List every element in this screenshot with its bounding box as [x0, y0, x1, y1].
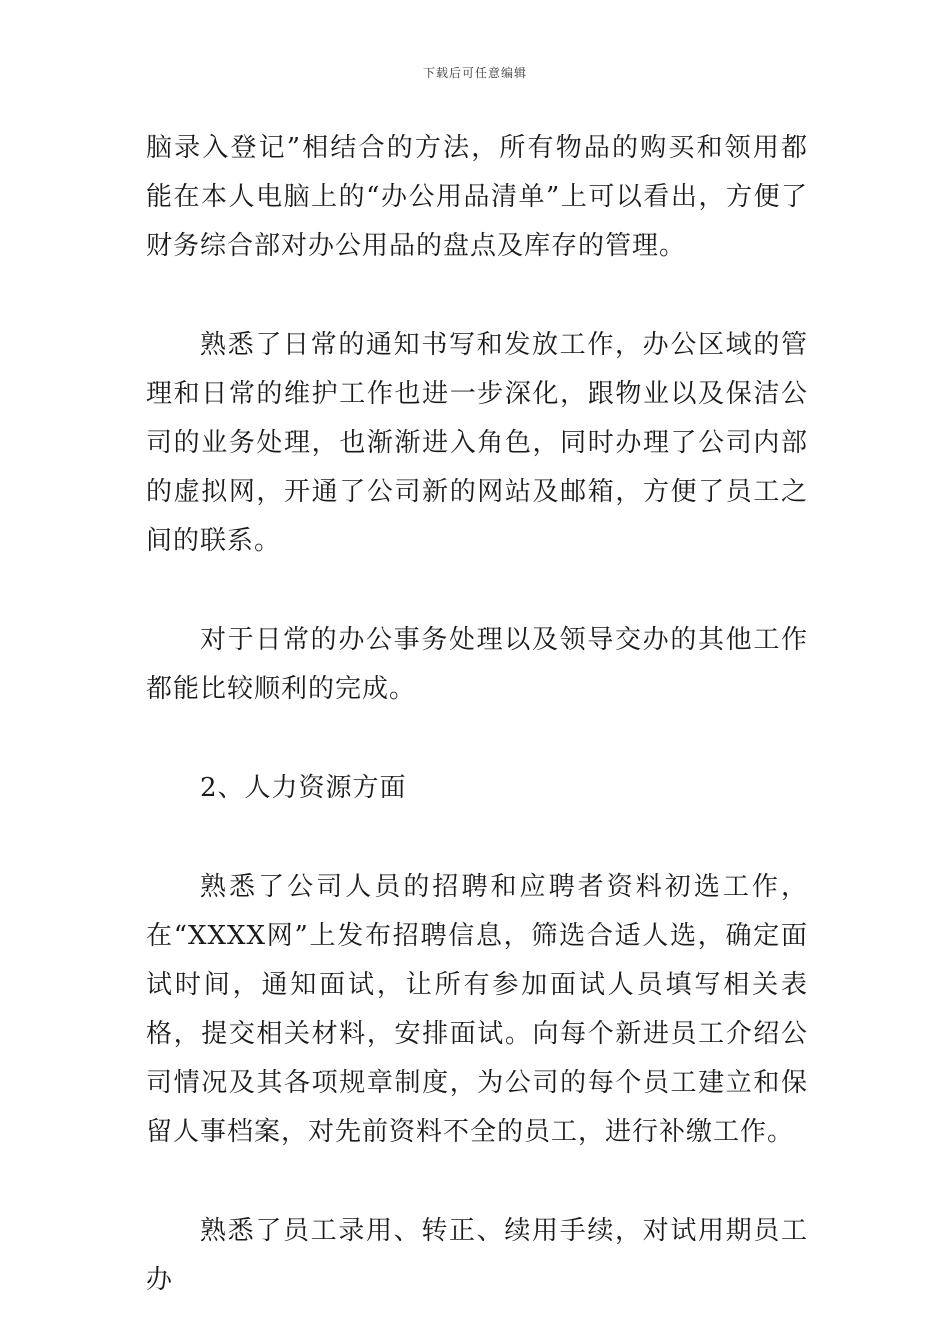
- paragraph-daily-affairs: 对于日常的办公事务处理以及领导交办的其他工作都能比较顺利的完成。: [146, 625, 808, 704]
- paragraph-gap: [146, 714, 808, 764]
- paragraph-gap: [146, 813, 808, 863]
- header-note: 下载后可任意编辑: [422, 66, 527, 80]
- paragraph-gap: [146, 1157, 808, 1207]
- paragraph-notice-work: 熟悉了日常的通知书写和发放工作，办公区域的管理和日常的维护工作也进一步深化，跟物业以及保洁公司的业务处理，也渐渐进入角色，同时办理了公司内部的虚拟网，开通了公司新的网站及邮箱，方便了员工之间的联系。: [146, 330, 808, 556]
- paragraph-employment-procedures: 熟悉了员工录用、转正、续用手续，对试用期员工办: [146, 1216, 808, 1295]
- paragraph-gap: [146, 271, 808, 321]
- paragraph-recruitment: 熟悉了公司人员的招聘和应聘者资料初选工作，在“XXXX网”上发布招聘信息，筛选合适人选，确定面试时间，通知面试，让所有参加面试人员填写相关表格，提交相关材料，安排面试。向每个新进员工介绍公司情况及其各项规章制度，为公司的每个员工建立和保留人事档案，对先前资料不全的员工，进行补缴工作。: [146, 872, 808, 1147]
- paragraph-gap: [146, 566, 808, 616]
- section-heading-hr: 2、人力资源方面: [200, 773, 407, 803]
- document-body: [146, 124, 808, 1305]
- paragraph-continuation: 脑录入登记”相结合的方法，所有物品的购买和领用都能在本人电脑上的“办公用品清单”上可以看出，方便了财务综合部对办公用品的盘点及库存的管理。: [146, 133, 808, 261]
